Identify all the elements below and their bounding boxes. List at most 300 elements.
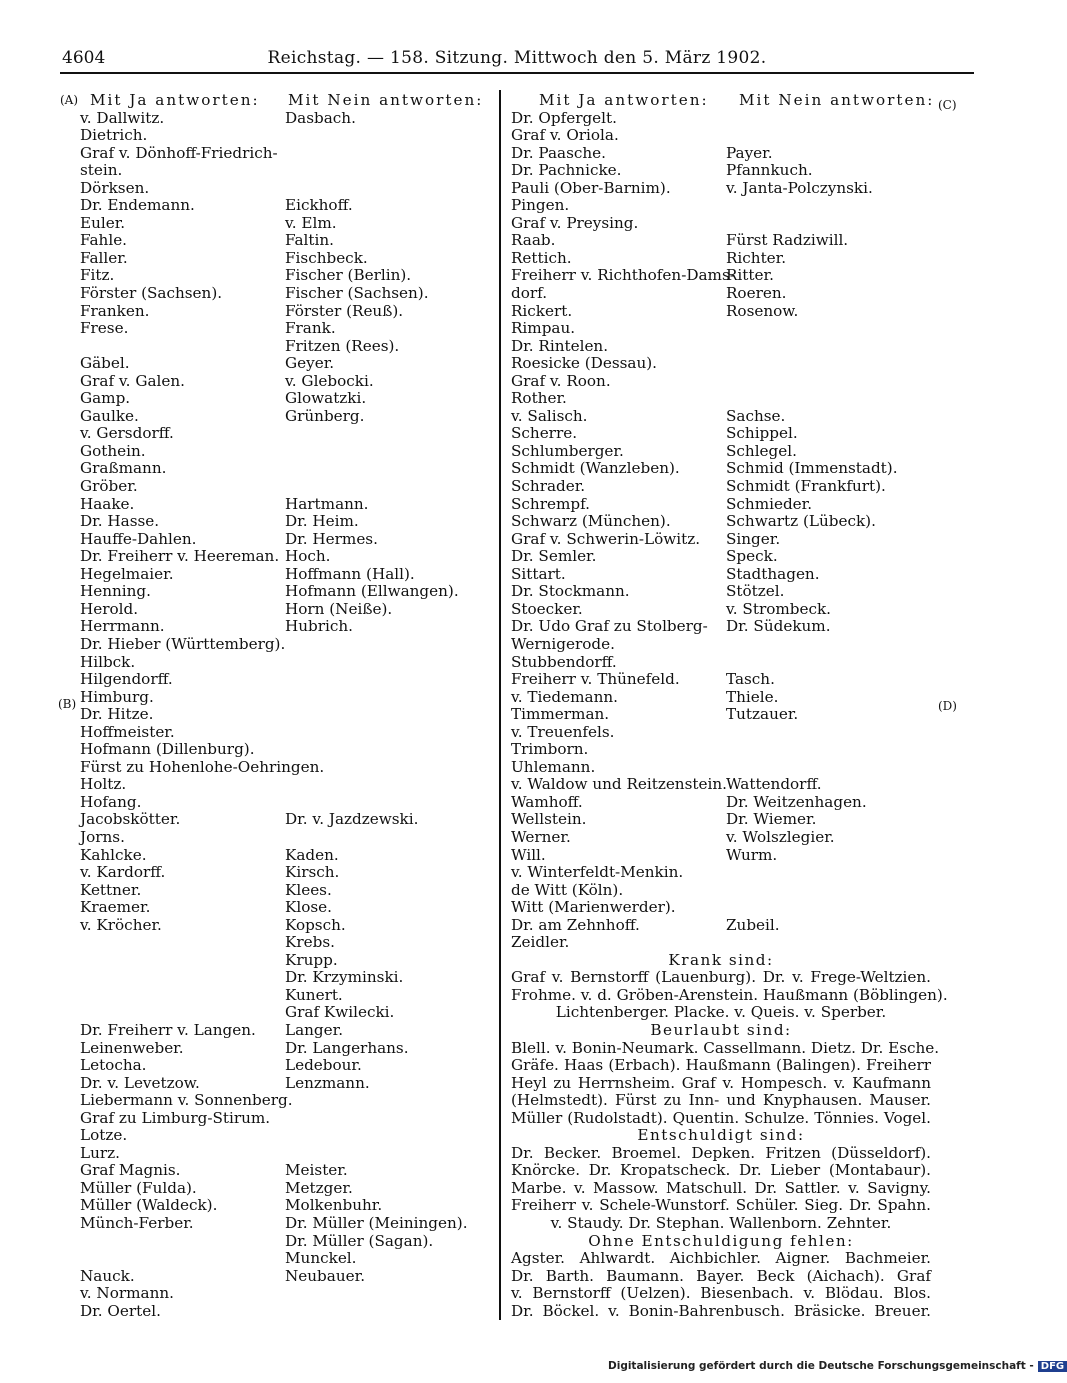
vote-row bbox=[80, 373, 490, 391]
yes-voter: v. Tiedemann. bbox=[511, 687, 618, 706]
yes-voter: Euler. bbox=[80, 213, 126, 232]
section-heading: Krank sind: bbox=[668, 950, 774, 969]
no-voter: v. Glebocki. bbox=[285, 371, 374, 390]
footer bbox=[608, 1360, 1067, 1372]
vote-row bbox=[80, 724, 490, 742]
no-voter: Dr. Hermes. bbox=[285, 529, 378, 548]
vote-row bbox=[80, 1285, 490, 1303]
yes-voter: Dr. Stockmann. bbox=[511, 582, 630, 601]
vote-row bbox=[80, 1180, 490, 1198]
no-voter: Dr. Südekum. bbox=[726, 617, 831, 636]
section-line: (Helmstedt). Fürst zu Inn- und Knyphausen. Mauser. bbox=[511, 1091, 931, 1110]
page-header bbox=[62, 44, 972, 70]
yes-voter: dorf. bbox=[511, 284, 548, 303]
yes-voter: Fahle. bbox=[80, 231, 128, 250]
yes-voter: Graf v. Galen. bbox=[80, 371, 185, 390]
vote-row bbox=[80, 1040, 490, 1058]
no-voter: v. Janta-Polczynski. bbox=[726, 178, 873, 197]
yes-voter: Raab. bbox=[511, 231, 556, 250]
vote-row bbox=[80, 460, 490, 478]
no-voter: Tutzauer. bbox=[726, 705, 799, 724]
vote-row bbox=[511, 127, 931, 145]
yes-voter: v. Kardorff. bbox=[80, 863, 166, 882]
no-voter: Ledebour. bbox=[285, 1056, 362, 1075]
yes-voter: Graf v. Preysing. bbox=[511, 213, 639, 232]
no-voter: Munckel. bbox=[285, 1249, 357, 1268]
no-voter: Hoch. bbox=[285, 547, 331, 566]
yes-voter: Graf zu Limburg-Stirum. bbox=[80, 1108, 271, 1127]
yes-voter: Himburg. bbox=[80, 687, 154, 706]
yes-voter: Graf Magnis. bbox=[80, 1161, 181, 1180]
yes-voter: Wamhoff. bbox=[511, 792, 583, 811]
no-voter: Fischer (Berlin). bbox=[285, 266, 412, 285]
no-voter: Thiele. bbox=[726, 687, 779, 706]
yes-voter: Jorns. bbox=[80, 827, 125, 846]
vote-row bbox=[80, 1004, 490, 1022]
no-voter: Tasch. bbox=[726, 670, 775, 689]
vote-row bbox=[511, 566, 931, 584]
yes-voter: Scherre. bbox=[511, 424, 578, 443]
yes-voter: v. Dallwitz. bbox=[80, 108, 165, 127]
vote-row bbox=[511, 496, 931, 514]
yes-voter: Hilbck. bbox=[80, 652, 136, 671]
vote-row bbox=[80, 934, 490, 952]
yes-voter: Lotze. bbox=[80, 1126, 128, 1145]
heading-ja: Mit Ja antworten: bbox=[539, 91, 709, 109]
no-voter: Rosenow. bbox=[726, 301, 799, 320]
header-rule bbox=[60, 72, 974, 74]
yes-voter: Leinenweber. bbox=[80, 1038, 184, 1057]
no-voter: Wattendorff. bbox=[726, 775, 822, 794]
vote-row bbox=[80, 864, 490, 882]
no-voter: Schippel. bbox=[726, 424, 798, 443]
section-line: Dr. Becker. Broemel. Depken. Fritzen (Düsseldorf). bbox=[511, 1143, 931, 1162]
vote-row bbox=[80, 636, 490, 654]
yes-voter: Münch-Ferber. bbox=[80, 1214, 194, 1232]
yes-voter: Hofang. bbox=[80, 792, 142, 811]
vote-row bbox=[511, 320, 931, 338]
vote-row bbox=[80, 303, 490, 321]
margin-mark-d: (D) bbox=[938, 699, 957, 713]
vote-row bbox=[80, 1215, 490, 1233]
dfg-logo: DFG bbox=[1038, 1361, 1067, 1372]
vote-row bbox=[511, 232, 931, 250]
vote-row bbox=[511, 513, 931, 531]
section-line: Müller (Rudolstadt). Quentin. Schulze. Tönnies. Vogel. bbox=[511, 1108, 931, 1127]
vote-row bbox=[511, 654, 931, 672]
yes-voter: Wellstein. bbox=[511, 810, 587, 829]
yes-voter: Lurz. bbox=[80, 1143, 120, 1162]
yes-voter: Witt (Marienwerder). bbox=[511, 898, 676, 917]
yes-voter: Dr. Oertel. bbox=[80, 1301, 161, 1320]
section-line: Marbe. v. Massow. Matschull. Dr. Sattler. v. Savigny. bbox=[511, 1178, 931, 1197]
margin-mark-a: (A) bbox=[60, 93, 79, 107]
vote-row bbox=[511, 601, 931, 619]
vote-row bbox=[80, 548, 490, 566]
page-title: Reichstag. — 158. Sitzung. Mittwoch den 5. März 1902. bbox=[267, 48, 767, 68]
section-line: Lichtenberger. Placke. v. Queis. v. Sperber. bbox=[555, 1003, 887, 1022]
vote-row bbox=[511, 531, 931, 549]
yes-voter: Dr. Hieber (Württemberg). bbox=[80, 634, 286, 653]
yes-voter: Kettner. bbox=[80, 880, 142, 899]
no-voter: Pfannkuch. bbox=[726, 161, 813, 180]
vote-row bbox=[511, 706, 931, 724]
vote-row bbox=[80, 618, 490, 636]
no-voter: Klees. bbox=[285, 880, 332, 899]
yes-voter: v. Gersdorff. bbox=[80, 424, 174, 443]
no-voter: Richter. bbox=[726, 248, 787, 267]
vote-row bbox=[80, 829, 490, 847]
no-voter: v. Wolszlegier. bbox=[726, 827, 835, 846]
vote-row bbox=[80, 338, 490, 356]
left-column bbox=[80, 92, 490, 1320]
vote-row bbox=[80, 1233, 490, 1251]
no-voter: Fischbeck. bbox=[285, 248, 368, 267]
no-voter: Kirsch. bbox=[285, 863, 340, 882]
no-voter: Schmidt (Frankfurt). bbox=[726, 477, 886, 496]
vote-row bbox=[511, 882, 931, 900]
yes-voter: Gamp. bbox=[80, 389, 131, 408]
section-line: Agster. Ahlwardt. Aichbichler. Aigner. Bachmeier. bbox=[511, 1249, 931, 1268]
vote-row bbox=[80, 197, 490, 215]
vote-row bbox=[511, 250, 931, 268]
yes-voter: Fitz. bbox=[80, 266, 115, 285]
vote-row bbox=[80, 882, 490, 900]
vote-row bbox=[80, 776, 490, 794]
footer-text: Digitalisierung gefördert durch die Deutsche Forschungsgemeinschaft - bbox=[608, 1360, 1034, 1372]
yes-voter: Dr. Opfergelt. bbox=[511, 108, 617, 127]
vote-row bbox=[80, 601, 490, 619]
vote-row bbox=[511, 373, 931, 391]
vote-row bbox=[511, 636, 931, 654]
vote-row bbox=[511, 162, 931, 180]
yes-voter: Holtz. bbox=[80, 775, 127, 794]
yes-voter: Müller (Fulda). bbox=[80, 1178, 197, 1197]
no-voter: Frank. bbox=[285, 319, 336, 338]
yes-voter: Nauck. bbox=[80, 1266, 135, 1285]
vote-row bbox=[80, 899, 490, 917]
yes-voter: Timmerman. bbox=[511, 705, 610, 724]
vote-row bbox=[511, 145, 931, 163]
vote-row bbox=[511, 338, 931, 356]
vote-row bbox=[80, 390, 490, 408]
vote-row bbox=[80, 811, 490, 829]
vote-row bbox=[511, 829, 931, 847]
yes-voter: Dr. Pachnicke. bbox=[511, 161, 622, 180]
yes-voter: Schwarz (München). bbox=[511, 512, 671, 531]
vote-row bbox=[80, 250, 490, 268]
no-voter: Glowatzki. bbox=[285, 389, 367, 408]
no-voter: Singer. bbox=[726, 529, 781, 548]
yes-voter: Gaulke. bbox=[80, 406, 139, 425]
vote-row bbox=[511, 899, 931, 917]
vote-row bbox=[511, 303, 931, 321]
yes-voter: Dr. am Zehnhoff. bbox=[511, 915, 640, 934]
yes-voter: Dr. Paasche. bbox=[511, 143, 606, 162]
vote-row bbox=[80, 566, 490, 584]
section-line: Gräfe. Haas (Erbach). Haußmann (Balingen). Freiherr bbox=[511, 1056, 931, 1075]
vote-row bbox=[511, 197, 931, 215]
yes-voter: Liebermann v. Sonnenberg. bbox=[80, 1091, 293, 1110]
yes-voter: Uhlemann. bbox=[511, 757, 596, 776]
yes-voter: Hoffmeister. bbox=[80, 722, 175, 741]
section-line: Knörcke. Dr. Kropatscheck. Dr. Lieber (Montabaur). bbox=[511, 1161, 931, 1180]
vote-row bbox=[80, 987, 490, 1005]
vote-row bbox=[511, 443, 931, 461]
vote-row bbox=[80, 654, 490, 672]
yes-voter: Dr. Endemann. bbox=[80, 196, 195, 215]
yes-voter: Graf v. Dönhoff-Friedrich- bbox=[80, 143, 278, 162]
yes-voter: Wernigerode. bbox=[511, 634, 615, 653]
no-voter: Molkenbuhr. bbox=[285, 1196, 383, 1215]
vote-row bbox=[511, 618, 931, 636]
vote-row bbox=[80, 478, 490, 496]
no-voter: Dr. v. Jazdzewski. bbox=[285, 810, 419, 829]
vote-row bbox=[511, 794, 931, 812]
no-voter: Graf Kwilecki. bbox=[285, 1003, 395, 1022]
yes-voter: Kahlcke. bbox=[80, 845, 147, 864]
no-voter: Schwartz (Lübeck). bbox=[726, 512, 876, 531]
no-voter: Hofmann (Ellwangen). bbox=[285, 582, 459, 601]
section-line: v. Bernstorff (Uelzen). Biesenbach. v. Blödau. Blos. bbox=[511, 1284, 931, 1303]
section-line: Dr. Böckel. v. Bonin-Bahrenbusch. Bräsicke. Breuer. bbox=[511, 1301, 931, 1320]
vote-row bbox=[80, 952, 490, 970]
yes-voter: Dr. Hitze. bbox=[80, 705, 154, 724]
vote-row bbox=[511, 390, 931, 408]
yes-voter: v. Winterfeldt-Menkin. bbox=[511, 863, 684, 882]
vote-row bbox=[80, 1092, 490, 1110]
yes-voter: v. Waldow und Reitzenstein. bbox=[511, 775, 727, 794]
yes-voter: Frese. bbox=[80, 319, 129, 338]
margin-mark-c: (C) bbox=[938, 98, 957, 112]
vote-row bbox=[80, 180, 490, 198]
vote-row bbox=[80, 531, 490, 549]
yes-voter: Dr. Freiherr v. Langen. bbox=[80, 1020, 256, 1039]
no-voter: Ritter. bbox=[726, 266, 774, 285]
yes-voter: de Witt (Köln). bbox=[511, 880, 624, 899]
yes-voter: Gothein. bbox=[80, 441, 146, 460]
vote-row bbox=[80, 215, 490, 233]
vote-row bbox=[80, 1022, 490, 1040]
vote-row bbox=[80, 267, 490, 285]
yes-voter: Graf v. Schwerin-Löwitz. bbox=[511, 529, 701, 548]
right-vote-table bbox=[511, 110, 931, 952]
no-voter: Krebs. bbox=[285, 933, 335, 952]
no-voter: Roeren. bbox=[726, 284, 787, 303]
yes-voter: Stubbendorff. bbox=[511, 652, 617, 671]
no-voter: Dasbach. bbox=[285, 108, 356, 127]
yes-voter: Henning. bbox=[80, 582, 151, 601]
no-voter: v. Strombeck. bbox=[726, 599, 831, 618]
yes-voter: Franken. bbox=[80, 301, 150, 320]
yes-voter: Hauffe-Dahlen. bbox=[80, 529, 197, 548]
yes-voter: Förster (Sachsen). bbox=[80, 284, 223, 303]
vote-row bbox=[511, 847, 931, 865]
section-line: Heyl zu Herrnsheim. Graf v. Hompesch. v. Kaufmann bbox=[511, 1073, 931, 1092]
vote-row bbox=[511, 478, 931, 496]
yes-voter: Schlumberger. bbox=[511, 441, 624, 460]
yes-voter: Dr. Hasse. bbox=[80, 512, 160, 531]
no-voter: Wurm. bbox=[726, 845, 778, 864]
yes-voter: Herold. bbox=[80, 599, 139, 618]
yes-voter: Sittart. bbox=[511, 564, 566, 583]
no-voter: Speck. bbox=[726, 547, 778, 566]
vote-row bbox=[511, 548, 931, 566]
no-voter: Sachse. bbox=[726, 406, 786, 425]
yes-voter: Dr. Rintelen. bbox=[511, 336, 609, 355]
section-line: Blell. v. Bonin-Neumark. Cassellmann. Dietz. Dr. Esche. bbox=[511, 1038, 940, 1057]
no-voter: Stadthagen. bbox=[726, 564, 820, 583]
yes-voter: Rother. bbox=[511, 389, 567, 408]
vote-row bbox=[511, 285, 931, 303]
no-voter: Geyer. bbox=[285, 354, 335, 373]
no-voter: Horn (Neiße). bbox=[285, 599, 393, 618]
vote-row bbox=[511, 583, 931, 601]
no-voter: Dr. Weitzenhagen. bbox=[726, 792, 867, 811]
no-voter: Kopsch. bbox=[285, 915, 346, 934]
vote-row bbox=[80, 355, 490, 373]
no-voter: Langer. bbox=[285, 1020, 344, 1039]
vote-row bbox=[80, 847, 490, 865]
vote-row bbox=[80, 513, 490, 531]
vote-row bbox=[511, 110, 931, 128]
vote-row bbox=[80, 127, 490, 145]
vote-row bbox=[80, 1110, 490, 1128]
heading-nein: Mit Nein antworten: bbox=[739, 91, 935, 109]
vote-row bbox=[80, 1057, 490, 1075]
yes-voter: Gröber. bbox=[80, 477, 138, 496]
no-voter: Schmieder. bbox=[726, 494, 813, 513]
vote-row bbox=[511, 934, 931, 952]
yes-voter: Graßmann. bbox=[80, 459, 167, 478]
section-heading: Entschuldigt sind: bbox=[637, 1126, 805, 1145]
vote-row bbox=[80, 1075, 490, 1093]
vote-row bbox=[80, 583, 490, 601]
yes-voter: Dr. Freiherr v. Heereman. bbox=[80, 547, 280, 566]
yes-voter: v. Normann. bbox=[80, 1284, 174, 1303]
no-voter: Fritzen (Rees). bbox=[285, 336, 400, 355]
vote-row bbox=[80, 1145, 490, 1163]
vote-row bbox=[80, 162, 490, 180]
yes-voter: Stoecker. bbox=[511, 599, 583, 618]
no-voter: Lenzmann. bbox=[285, 1073, 370, 1092]
no-voter: Metzger. bbox=[285, 1178, 353, 1197]
section-line: Frohme. v. d. Gröben-Arenstein. Haußmann (Böblingen). bbox=[511, 985, 948, 1004]
yes-voter: Rimpau. bbox=[511, 319, 576, 338]
column-divider bbox=[499, 90, 501, 1320]
no-voter: Kunert. bbox=[285, 985, 343, 1004]
vote-row bbox=[511, 724, 931, 742]
yes-voter: Graf v. Roon. bbox=[511, 371, 611, 390]
vote-row bbox=[80, 1162, 490, 1180]
yes-voter: Rettich. bbox=[511, 248, 572, 267]
yes-voter: v. Salisch. bbox=[511, 406, 588, 425]
vote-row bbox=[511, 671, 931, 689]
right-column bbox=[511, 91, 948, 1320]
heading-nein: Mit Nein antworten: bbox=[288, 91, 484, 109]
vote-row bbox=[80, 1268, 490, 1286]
yes-voter: Will. bbox=[511, 845, 546, 864]
heading-ja: Mit Ja antworten: bbox=[90, 91, 260, 109]
vote-row bbox=[80, 496, 490, 514]
yes-voter: Hilgendorff. bbox=[80, 670, 173, 689]
yes-voter: Dietrich. bbox=[80, 126, 148, 145]
vote-row bbox=[511, 355, 931, 373]
no-voter: Grünberg. bbox=[285, 406, 365, 425]
vote-row bbox=[80, 1250, 490, 1268]
yes-voter: Müller (Waldeck). bbox=[80, 1196, 218, 1215]
yes-voter: Hegelmaier. bbox=[80, 564, 174, 583]
section-heading: Beurlaubt sind: bbox=[650, 1020, 792, 1039]
right-column-headings bbox=[511, 91, 935, 110]
no-voter: Hartmann. bbox=[285, 494, 369, 513]
yes-voter: Dr. v. Levetzow. bbox=[80, 1073, 200, 1092]
no-voter: Dr. Krzyminski. bbox=[285, 968, 404, 987]
vote-row bbox=[80, 794, 490, 812]
yes-voter: Fürst zu Hohenlohe-Oehringen. bbox=[80, 757, 325, 776]
no-voter: Neubauer. bbox=[285, 1266, 366, 1285]
yes-voter: Werner. bbox=[511, 827, 571, 846]
yes-voter: Zeidler. bbox=[511, 933, 570, 952]
vote-row bbox=[80, 232, 490, 250]
yes-voter: Graf v. Oriola. bbox=[511, 126, 619, 145]
vote-row bbox=[511, 917, 931, 935]
vote-row bbox=[80, 741, 490, 759]
vote-row bbox=[511, 741, 931, 759]
yes-voter: Trimborn. bbox=[511, 740, 589, 759]
absence-sections bbox=[511, 950, 948, 1320]
left-column-headings bbox=[80, 92, 490, 110]
yes-voter: Schrader. bbox=[511, 477, 586, 496]
vote-row bbox=[511, 180, 931, 198]
vote-row bbox=[80, 145, 490, 163]
yes-voter: Gäbel. bbox=[80, 354, 130, 373]
yes-voter: v. Kröcher. bbox=[80, 915, 162, 934]
vote-row bbox=[511, 776, 931, 794]
vote-row bbox=[511, 460, 931, 478]
vote-row bbox=[80, 1303, 490, 1321]
no-voter: Eickhoff. bbox=[285, 196, 353, 215]
section-heading: Ohne Entschuldigung fehlen: bbox=[588, 1231, 854, 1250]
section-line: Graf v. Bernstorff (Lauenburg). Dr. v. Frege-Weltzien. bbox=[511, 968, 931, 987]
yes-voter: Dr. Semler. bbox=[511, 547, 597, 566]
vote-row bbox=[80, 671, 490, 689]
vote-row bbox=[80, 285, 490, 303]
yes-voter: v. Treuenfels. bbox=[511, 722, 615, 741]
yes-voter: Freiherr v. Thünefeld. bbox=[511, 670, 680, 689]
no-voter: Fischer (Sachsen). bbox=[285, 284, 429, 303]
no-voter: Meister. bbox=[285, 1161, 348, 1180]
vote-row bbox=[80, 689, 490, 707]
no-voter: v. Elm. bbox=[285, 213, 337, 232]
vote-row bbox=[80, 425, 490, 443]
no-voter: Dr. Langerhans. bbox=[285, 1038, 409, 1057]
no-voter: Dr. Müller (Sagan). bbox=[285, 1231, 434, 1250]
yes-voter: Pauli (Ober-Barnim). bbox=[511, 178, 671, 197]
vote-row bbox=[80, 917, 490, 935]
yes-voter: Faller. bbox=[80, 248, 128, 267]
no-voter: Hubrich. bbox=[285, 617, 353, 636]
yes-voter: Letocha. bbox=[80, 1056, 147, 1075]
vote-row bbox=[80, 759, 490, 777]
section-line: Freiherr v. Schele-Wunstorf. Schüler. Sieg. Dr. Spahn. bbox=[511, 1196, 931, 1215]
no-voter: Fürst Radziwill. bbox=[726, 231, 849, 250]
vote-row bbox=[511, 864, 931, 882]
no-voter: Kaden. bbox=[285, 845, 339, 864]
vote-row bbox=[511, 215, 931, 233]
yes-voter: Herrmann. bbox=[80, 617, 165, 636]
yes-voter: Schmidt (Wanzleben). bbox=[511, 459, 680, 478]
